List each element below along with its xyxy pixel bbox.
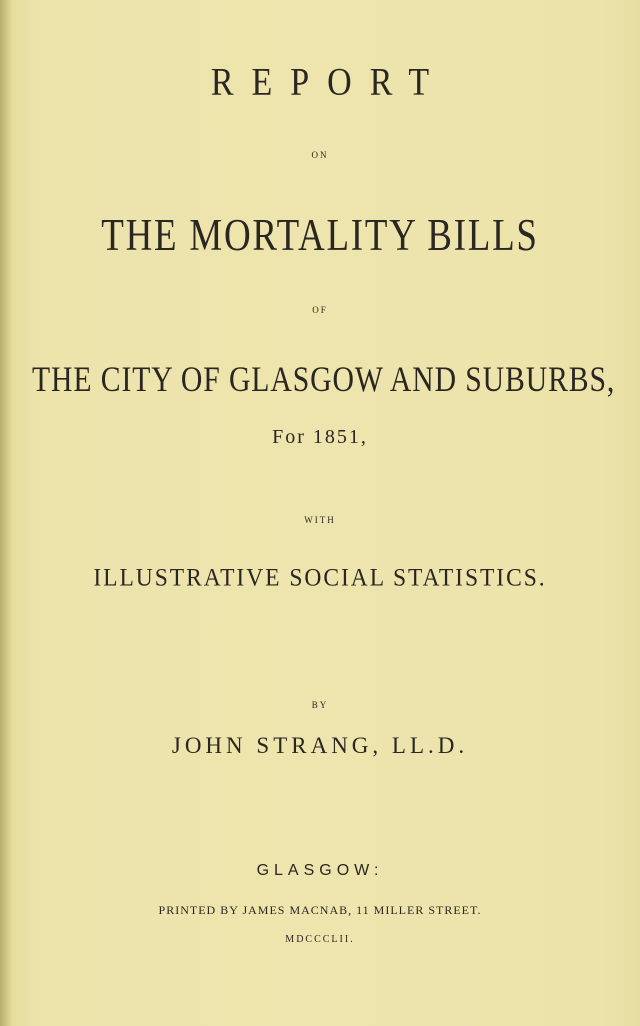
subject-heading: THE MORTALITY BILLS [101, 211, 539, 261]
by-text: BY [311, 700, 329, 710]
of-text: OF [312, 305, 328, 315]
supplement-heading: ILLUSTRATIVE SOCIAL STATISTICS. [93, 564, 547, 592]
publication-date: MDCCCLII. [285, 934, 355, 945]
author-name: JOHN STRANG, LL.D. [171, 733, 469, 758]
publication-city: GLASGOW: [256, 862, 384, 879]
report-heading: REPORT [210, 61, 448, 104]
year-text: For 1851, [272, 426, 368, 448]
place-heading: THE CITY OF GLASGOW AND SUBURBS, [32, 360, 616, 400]
with-text: WITH [304, 515, 336, 525]
printer-line: PRINTED BY JAMES MACNAB, 11 MILLER STREET. [158, 903, 482, 917]
on-text: ON [311, 150, 329, 160]
